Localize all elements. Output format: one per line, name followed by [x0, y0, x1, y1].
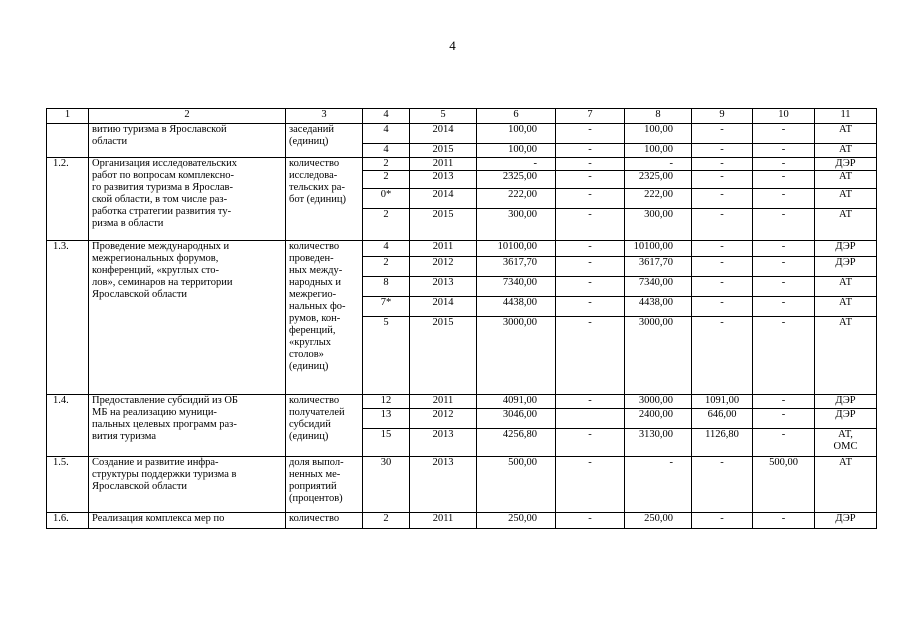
funding-col-8: 100,00: [625, 144, 692, 158]
funding-col-7: -: [556, 429, 625, 457]
item-name: Создание и развитие инфра- структуры поддержки туризма в Ярославской области: [89, 457, 286, 513]
year-cell: 2013: [410, 429, 477, 457]
funding-col-8: 3000,00: [625, 317, 692, 395]
total-funding: 100,00: [477, 144, 556, 158]
funding-col-7: [556, 409, 625, 429]
indicator-value: 2: [363, 171, 410, 189]
total-funding: 250,00: [477, 513, 556, 529]
funding-col-9: -: [692, 171, 753, 189]
executor-cell: АТ: [815, 457, 877, 513]
indicator-value: 4: [363, 144, 410, 158]
indicator-value: 30: [363, 457, 410, 513]
funding-col-9: -: [692, 277, 753, 297]
indicator-unit: количество получателей субсидий (единиц): [286, 395, 363, 457]
indicator-value: 8: [363, 277, 410, 297]
table-row: [47, 513, 877, 529]
item-name: витию туризма в Ярославской области: [89, 124, 286, 158]
table-row: [47, 241, 877, 257]
funding-col-10: -: [753, 297, 815, 317]
executor-cell: ДЭР: [815, 395, 877, 409]
funding-col-7: -: [556, 457, 625, 513]
item-name: Организация исследовательских работ по вопросам комплексно- го развития туризма в Ярослав- ской области, в том числе раз- работка стратегии развития ту- ризма в области: [89, 158, 286, 241]
funding-col-7: -: [556, 395, 625, 409]
year-cell: 2015: [410, 144, 477, 158]
total-funding: 4091,00: [477, 395, 556, 409]
year-cell: 2012: [410, 257, 477, 277]
total-funding: 4256,80: [477, 429, 556, 457]
total-funding: 500,00: [477, 457, 556, 513]
funding-col-7: -: [556, 144, 625, 158]
total-funding: -: [477, 158, 556, 171]
item-number: 1.3.: [47, 241, 89, 395]
funding-col-9: -: [692, 457, 753, 513]
year-cell: 2013: [410, 171, 477, 189]
header-cell: 10: [753, 109, 815, 124]
funding-col-8: 3617,70: [625, 257, 692, 277]
header-cell: 11: [815, 109, 877, 124]
header-cell: 1: [47, 109, 89, 124]
funding-col-9: -: [692, 241, 753, 257]
funding-col-10: -: [753, 158, 815, 171]
header-cell: 7: [556, 109, 625, 124]
funding-col-8: 3000,00: [625, 395, 692, 409]
total-funding: 3000,00: [477, 317, 556, 395]
executor-cell: ДЭР: [815, 513, 877, 529]
funding-col-10: -: [753, 144, 815, 158]
item-number: [47, 124, 89, 158]
funding-col-9: -: [692, 209, 753, 241]
indicator-unit: заседаний (единиц): [286, 124, 363, 158]
header-cell: 6: [477, 109, 556, 124]
funding-col-9: -: [692, 297, 753, 317]
total-funding: 7340,00: [477, 277, 556, 297]
funding-col-9: -: [692, 257, 753, 277]
indicator-value: 12: [363, 395, 410, 409]
funding-col-7: -: [556, 297, 625, 317]
indicator-unit: количество: [286, 513, 363, 529]
header-cell: 4: [363, 109, 410, 124]
funding-col-8: 100,00: [625, 124, 692, 144]
header-cell: 2: [89, 109, 286, 124]
funding-col-10: -: [753, 189, 815, 209]
funding-col-8: 10100,00: [625, 241, 692, 257]
indicator-value: 2: [363, 257, 410, 277]
funding-col-10: -: [753, 513, 815, 529]
header-row: [47, 109, 877, 124]
table-row: [47, 395, 877, 409]
table-row: [47, 124, 877, 144]
funding-col-10: -: [753, 409, 815, 429]
funding-col-8: 7340,00: [625, 277, 692, 297]
funding-col-9: -: [692, 189, 753, 209]
indicator-value: 2: [363, 513, 410, 529]
item-name: Реализация комплекса мер по: [89, 513, 286, 529]
funding-col-8: 2400,00: [625, 409, 692, 429]
program-table: [46, 108, 877, 529]
funding-col-7: -: [556, 158, 625, 171]
item-number: 1.6.: [47, 513, 89, 529]
indicator-unit: количество исследова- тельских ра- бот (единиц): [286, 158, 363, 241]
year-cell: 2011: [410, 513, 477, 529]
total-funding: 3046,00: [477, 409, 556, 429]
funding-col-10: -: [753, 209, 815, 241]
header-cell: 5: [410, 109, 477, 124]
executor-cell: АТ: [815, 209, 877, 241]
year-cell: 2012: [410, 409, 477, 429]
total-funding: 4438,00: [477, 297, 556, 317]
funding-col-10: -: [753, 395, 815, 409]
funding-col-8: 3130,00: [625, 429, 692, 457]
funding-col-7: -: [556, 277, 625, 297]
year-cell: 2011: [410, 241, 477, 257]
total-funding: 100,00: [477, 124, 556, 144]
indicator-value: 15: [363, 429, 410, 457]
executor-cell: ДЭР: [815, 409, 877, 429]
executor-cell: АТ: [815, 277, 877, 297]
funding-col-8: 2325,00: [625, 171, 692, 189]
funding-col-9: -: [692, 513, 753, 529]
funding-col-10: -: [753, 429, 815, 457]
funding-col-9: -: [692, 124, 753, 144]
funding-col-7: -: [556, 317, 625, 395]
header-cell: 8: [625, 109, 692, 124]
year-cell: 2011: [410, 158, 477, 171]
executor-cell: АТ: [815, 297, 877, 317]
funding-col-8: -: [625, 457, 692, 513]
funding-col-7: -: [556, 171, 625, 189]
year-cell: 2013: [410, 457, 477, 513]
year-cell: 2014: [410, 124, 477, 144]
item-name: Предоставление субсидий из ОБ МБ на реализацию муници- пальных целевых программ раз- вития туризма: [89, 395, 286, 457]
indicator-value: 2: [363, 158, 410, 171]
funding-col-8: 4438,00: [625, 297, 692, 317]
funding-col-9: -: [692, 144, 753, 158]
year-cell: 2013: [410, 277, 477, 297]
total-funding: 2325,00: [477, 171, 556, 189]
indicator-unit: количество проведен- ных между- народных и межрегио- нальных фо- румов, кон- ференций, «круглых столов» (единиц): [286, 241, 363, 395]
funding-col-8: 300,00: [625, 209, 692, 241]
year-cell: 2014: [410, 189, 477, 209]
indicator-value: 4: [363, 124, 410, 144]
year-cell: 2014: [410, 297, 477, 317]
funding-col-7: -: [556, 257, 625, 277]
executor-cell: АТ: [815, 171, 877, 189]
funding-col-7: -: [556, 124, 625, 144]
funding-col-7: -: [556, 189, 625, 209]
executor-cell: АТ: [815, 189, 877, 209]
total-funding: 10100,00: [477, 241, 556, 257]
table-row: [47, 158, 877, 171]
indicator-unit: доля выпол- ненных ме- роприятий (процентов): [286, 457, 363, 513]
item-number: 1.4.: [47, 395, 89, 457]
year-cell: 2011: [410, 395, 477, 409]
table-row: [47, 457, 877, 513]
total-funding: 3617,70: [477, 257, 556, 277]
page-number: 4: [449, 38, 456, 53]
executor-cell: АТ: [815, 317, 877, 395]
executor-cell: АТ: [815, 124, 877, 144]
item-number: 1.2.: [47, 158, 89, 241]
funding-col-10: -: [753, 257, 815, 277]
executor-cell: АТ: [815, 144, 877, 158]
total-funding: 222,00: [477, 189, 556, 209]
funding-col-9: 1126,80: [692, 429, 753, 457]
item-name: Проведение международных и межрегиональных форумов, конференций, «круглых сто- лов», семинаров на территории Ярославской области: [89, 241, 286, 395]
item-number: 1.5.: [47, 457, 89, 513]
funding-col-8: 250,00: [625, 513, 692, 529]
funding-col-10: -: [753, 124, 815, 144]
funding-col-7: -: [556, 241, 625, 257]
indicator-value: 4: [363, 241, 410, 257]
funding-col-8: 222,00: [625, 189, 692, 209]
funding-col-7: -: [556, 209, 625, 241]
total-funding: 300,00: [477, 209, 556, 241]
indicator-value: 0*: [363, 189, 410, 209]
funding-col-10: -: [753, 277, 815, 297]
funding-col-7: -: [556, 513, 625, 529]
year-cell: 2015: [410, 209, 477, 241]
executor-cell: ДЭР: [815, 257, 877, 277]
funding-col-9: -: [692, 158, 753, 171]
header-cell: 3: [286, 109, 363, 124]
indicator-value: 13: [363, 409, 410, 429]
funding-col-10: -: [753, 241, 815, 257]
executor-cell: ДЭР: [815, 158, 877, 171]
year-cell: 2015: [410, 317, 477, 395]
funding-col-10: 500,00: [753, 457, 815, 513]
funding-col-9: -: [692, 317, 753, 395]
executor-cell: АТ, ОМС: [815, 429, 877, 457]
funding-col-9: 1091,00: [692, 395, 753, 409]
funding-col-10: -: [753, 171, 815, 189]
indicator-value: 5: [363, 317, 410, 395]
funding-col-8: -: [625, 158, 692, 171]
indicator-value: 2: [363, 209, 410, 241]
funding-col-10: -: [753, 317, 815, 395]
executor-cell: ДЭР: [815, 241, 877, 257]
indicator-value: 7*: [363, 297, 410, 317]
header-cell: 9: [692, 109, 753, 124]
funding-col-9: 646,00: [692, 409, 753, 429]
